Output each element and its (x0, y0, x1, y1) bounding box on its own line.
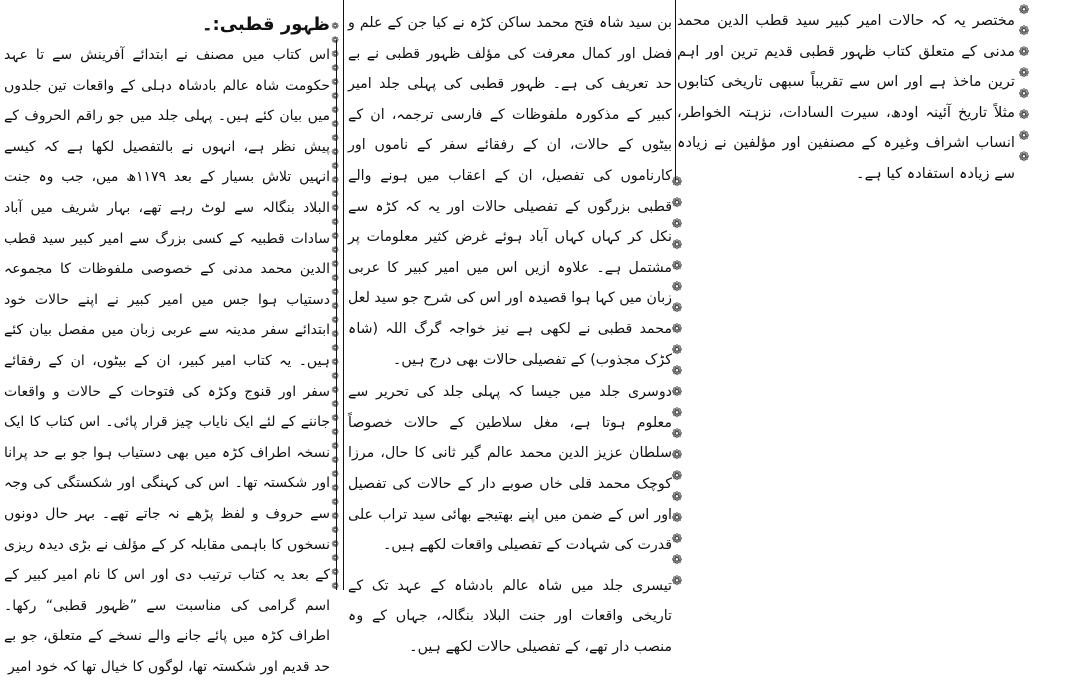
floral-ornament-icon: ❁ (331, 554, 339, 564)
floral-ornament-icon: ❁ (331, 540, 339, 550)
floral-ornament-icon: ❁ (671, 301, 683, 316)
floral-ornament-icon: ❁ (1018, 150, 1030, 165)
section-heading: ظہور قطبی:۔ (201, 14, 330, 35)
floral-ornament-icon: ❁ (1018, 24, 1030, 39)
floral-ornament-icon: ❁ (331, 344, 339, 354)
floral-ornament-icon: ❁ (331, 316, 339, 326)
floral-ornament-icon: ❁ (331, 372, 339, 382)
text-column-middle (348, 8, 672, 655)
paragraph-book-description: اس کتاب میں مصنف نے ابتدائے آفرینش سے تا عہد حکومت شاہ عالم بادشاہ دہلی کے واقعات تین جلدوں میں بیان کئے ہیں۔ پہلی جلد میں جو راقم الحروف کے پیش نظر ہے، انہوں نے بالتفصیل لکھا ہے کہ کیسے انہیں تلاش بسیار کے بعد ۱۱۷۹ھ میں، جب وہ جنت البلاد بنگالہ سے لوٹ رہے تھے، بہار شریف میں آباد سادات قطبیہ کے کسی بزرگ سے امیر کبیر سید قطب الدین محمد مدنی کے خصوصی ملفوظات کا مجموعہ دستیاب ہوا جس میں امیر کبیر نے اپنے حالات خود ابتدائے سفر مدینہ سے عربی زبان میں مفصل بیان کئے ہیں۔ یہ کتاب امیر کبیر، ان کے بیٹوں، ان کے رفقائے سفر اور قنوج وکڑہ کی فتوحات کے حالات و واقعات جاننے کے لئے ایک نایاب چیز قرار پائی۔ اس کتاب کا ایک نسخہ اطراف کڑہ میں بھی دستیاب ہوا جو بے حد پرانا اور شکستہ تھا۔ اس کی کہنگی اور شکستگی کی وجہ سے حروف و لفظ پڑھے نہ جاتے تھے۔ بہر حال دونوں نسخوں کا باہمی مقابلہ کر کے مؤلف نے بڑی دیدہ ریزی کے بعد یہ کتاب ترتیب دی اور اس کا نام امیر کبیر کے اسم گرامی کی مناسبت سے ”ظہور قطبی“ رکھا۔ اطراف کڑہ میں پائے جانے والے نسخے کے متعلق، جو بے حد قدیم اور شکستہ تھا، لوگوں کا خیال تھا کہ خود امیر (4, 47, 330, 675)
floral-ornament-icon: ❁ (331, 498, 339, 508)
floral-ornament-icon: ❁ (331, 512, 339, 522)
floral-ornament-icon: ❁ (331, 162, 339, 172)
floral-ornament-icon: ❁ (331, 64, 339, 74)
floral-ornament-icon: ❁ (331, 526, 339, 536)
floral-ornament-icon: ❁ (1018, 3, 1030, 18)
floral-ornament-icon: ❁ (1018, 87, 1030, 102)
floral-ornament-icon: ❁ (671, 427, 683, 442)
floral-ornament-icon: ❁ (331, 260, 339, 270)
floral-ornament-icon: ❁ (331, 120, 339, 130)
text-column-left (4, 10, 330, 675)
floral-ornament-icon: ❁ (331, 386, 339, 396)
floral-ornament-icon: ❁ (331, 232, 339, 242)
floral-ornament-icon: ❁ (331, 456, 339, 466)
text-column-right (677, 6, 1015, 182)
floral-ornament-icon: ❁ (671, 259, 683, 274)
floral-ornament-icon: ❁ (1018, 129, 1030, 144)
floral-ornament-icon: ❁ (671, 343, 683, 358)
floral-ornament-icon: ❁ (331, 92, 339, 102)
floral-ornament-icon: ❁ (671, 406, 683, 421)
floral-ornament-icon: ❁ (331, 218, 339, 228)
paragraph-second-volume: دوسری جلد میں جیسا کہ پہلی جلد کی تحریر سے معلوم ہوتا ہے، مغل سلاطین کے حالات خصوصاً سلطان عزیز الدین محمد عالم گیر ثانی کا حال، مرزا کوچک محمد قلی خاں صوبے دار کے حالات کی تفصیل اور اس کے ضمن میں اپنے بھتیجے بھائی سید تراب علی قدرت کی شہادت کے تفصیلی واقعات لکھے ہیں۔ (348, 384, 672, 554)
floral-ornament-icon: ❁ (671, 511, 683, 526)
floral-ornament-icon: ❁ (331, 358, 339, 368)
floral-border-left (330, 20, 340, 600)
floral-ornament-icon: ❁ (331, 302, 339, 312)
floral-ornament-icon: ❁ (1018, 108, 1030, 123)
floral-ornament-icon: ❁ (671, 175, 683, 190)
column-divider-right (675, 0, 676, 180)
floral-ornament-icon: ❁ (331, 414, 339, 424)
floral-ornament-icon: ❁ (331, 246, 339, 256)
floral-ornament-icon: ❁ (671, 238, 683, 253)
floral-ornament-icon: ❁ (331, 78, 339, 88)
floral-ornament-icon: ❁ (331, 330, 339, 340)
floral-ornament-icon: ❁ (331, 442, 339, 452)
floral-ornament-icon: ❁ (1018, 66, 1030, 81)
floral-ornament-icon: ❁ (331, 204, 339, 214)
floral-ornament-icon: ❁ (331, 428, 339, 438)
floral-ornament-icon: ❁ (671, 532, 683, 547)
floral-ornament-icon: ❁ (331, 36, 339, 46)
paragraph-first-volume: بن سید شاہ فتح محمد ساکن کڑہ نے کیا جن کے علم و فضل اور کمال معرفت کی مؤلف ظہور قطبی نے بے حد تعریف کی ہے۔ ظہور قطبی کی پہلی جلد امیر کبیر کے مذکورہ ملفوظات کے فارسی ترجمہ، ان کے بیٹوں کے حالات، ان کے رفقائے سفر کے ناموں اور کارناموں کی تفصیل، ان کے اعقاب میں ہونے والے قطبی بزرگوں کے تفصیلی حالات اور یہ کہ کڑہ سے نکل کر کہاں کہاں آباد ہوئے غرض کثیر معلومات پر مشتمل ہے۔ علاوہ ازیں اس میں امیر کبیر کا عربی زبان میں کہا ہوا قصیدہ اور اس کی شرح جو سید لعل محمد قطبی نے لکھی ہے نیز خواجہ گرگ اللہ (شاہ کڑک مجذوب) کے تفصیلی حالات بھی درج ہیں۔ (348, 15, 672, 368)
floral-ornament-icon: ❁ (331, 22, 339, 32)
floral-ornament-icon: ❁ (671, 448, 683, 463)
floral-ornament-icon: ❁ (331, 484, 339, 494)
floral-ornament-icon: ❁ (671, 490, 683, 505)
floral-ornament-icon: ❁ (671, 469, 683, 484)
floral-ornament-icon: ❁ (331, 288, 339, 298)
paragraph-summary: مختصر یہ کہ حالات امیر کبیر سید قطب الدین محمد مدنی کے متعلق کتاب ظہور قطبی قدیم ترین اور اہم ترین ماخذ ہے اور اس سے تقریباً سبھی تاریخی کتابوں مثلاً تاریخ آئینہ اودھ، سیرت السادات، نزہتہ الخواطر، انساب اشراف وغیرہ کے مصنفین اور مؤلفین نے زیادہ سے زیادہ استفادہ کیا ہے۔ (677, 12, 1015, 182)
floral-ornament-icon: ❁ (1018, 45, 1030, 60)
floral-ornament-icon: ❁ (331, 190, 339, 200)
floral-ornament-icon: ❁ (331, 582, 339, 592)
floral-ornament-icon: ❁ (331, 176, 339, 186)
floral-ornament-icon: ❁ (671, 385, 683, 400)
floral-ornament-icon: ❁ (671, 364, 683, 379)
floral-ornament-icon: ❁ (331, 470, 339, 480)
column-divider-middle (343, 0, 344, 590)
floral-ornament-icon: ❁ (331, 50, 339, 60)
floral-ornament-icon: ❁ (331, 400, 339, 410)
floral-ornament-icon: ❁ (331, 106, 339, 116)
floral-ornament-icon: ❁ (671, 196, 683, 211)
floral-ornament-icon: ❁ (331, 568, 339, 578)
floral-border-right (1016, 0, 1032, 176)
floral-ornament-icon: ❁ (671, 574, 683, 589)
floral-ornament-icon: ❁ (671, 322, 683, 337)
paragraph-third-volume: تیسری جلد میں شاہ عالم بادشاہ کے عہد تک کے تاریخی واقعات اور جنت البلاد بنگالہ، جہاں کے وہ منصب دار تھے، کے تفصیلی حالات لکھے ہیں۔ (348, 577, 672, 655)
floral-ornament-icon: ❁ (671, 553, 683, 568)
floral-ornament-icon: ❁ (671, 217, 683, 232)
floral-ornament-icon: ❁ (331, 274, 339, 284)
floral-ornament-icon: ❁ (331, 134, 339, 144)
floral-ornament-icon: ❁ (331, 148, 339, 158)
floral-ornament-icon: ❁ (671, 280, 683, 295)
